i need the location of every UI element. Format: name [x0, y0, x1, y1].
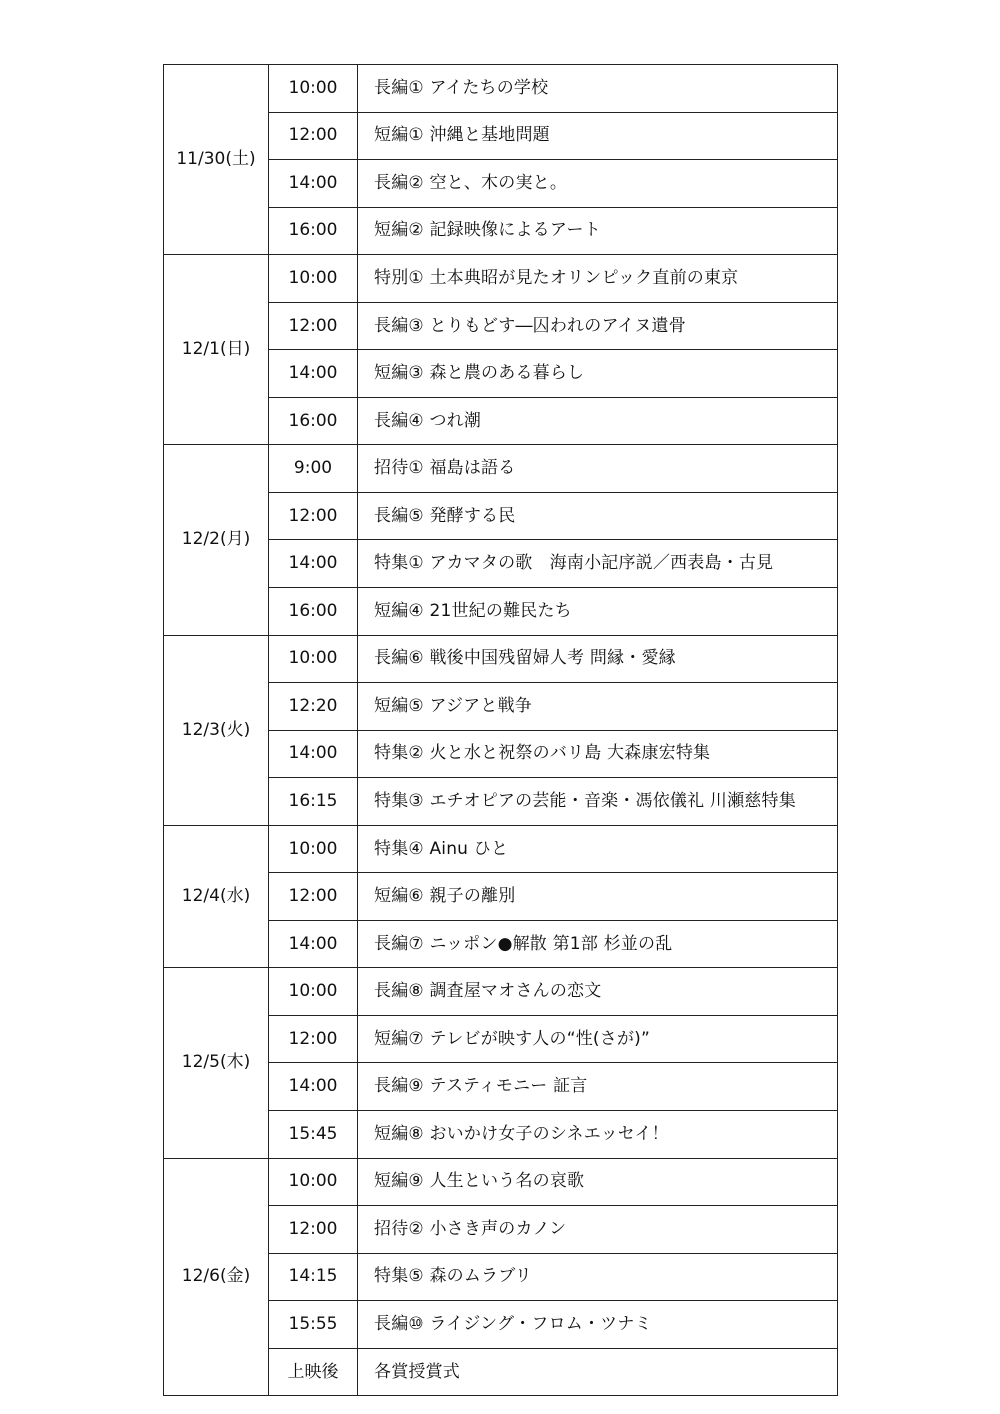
screening-time-cell: 12:20 [269, 683, 358, 731]
program-title-cell: 短編③ 森と農のある暮らし [358, 350, 838, 398]
screening-time-cell: 10:00 [269, 255, 358, 303]
screening-time-cell: 10:00 [269, 65, 358, 113]
screening-schedule-table [163, 64, 838, 1396]
program-title-cell: 長編② 空と、木の実と。 [358, 160, 838, 208]
program-title-cell: 長編⑧ 調査屋マオさんの恋文 [358, 968, 838, 1016]
program-title-cell: 長編③ とりもどす―囚われのアイヌ遺骨 [358, 302, 838, 350]
schedule-row [164, 445, 838, 493]
screening-time-cell: 12:00 [269, 492, 358, 540]
program-title-cell: 長編⑦ ニッポン●解散 第1部 杉並の乱 [358, 920, 838, 968]
program-title-cell: 長編⑤ 発酵する民 [358, 492, 838, 540]
day-date-cell: 12/3(火) [164, 635, 269, 825]
program-title-cell: 短編⑨ 人生という名の哀歌 [358, 1158, 838, 1206]
screening-time-cell: 16:00 [269, 397, 358, 445]
program-title-cell: 長編⑨ テスティモニー 証言 [358, 1063, 838, 1111]
program-title-cell: 長編① アイたちの学校 [358, 65, 838, 113]
screening-time-cell: 上映後 [269, 1348, 358, 1396]
schedule-row [164, 825, 838, 873]
screening-time-cell: 15:55 [269, 1301, 358, 1349]
program-title-cell: 長編④ つれ潮 [358, 397, 838, 445]
screening-time-cell: 16:00 [269, 588, 358, 636]
screening-time-cell: 12:00 [269, 112, 358, 160]
screening-time-cell: 12:00 [269, 1206, 358, 1254]
screening-time-cell: 14:00 [269, 730, 358, 778]
program-title-cell: 短編⑧ おいかけ女子のシネエッセイ！ [358, 1111, 838, 1159]
screening-time-cell: 14:15 [269, 1253, 358, 1301]
program-title-cell: 特集④ Ainu ひと [358, 825, 838, 873]
day-date-cell: 12/5(木) [164, 968, 269, 1158]
screening-time-cell: 9:00 [269, 445, 358, 493]
screening-time-cell: 12:00 [269, 1015, 358, 1063]
program-title-cell: 特集⑤ 森のムラブリ [358, 1253, 838, 1301]
screening-time-cell: 16:00 [269, 207, 358, 255]
schedule-row [164, 65, 838, 113]
program-title-cell: 短編⑤ アジアと戦争 [358, 683, 838, 731]
screening-time-cell: 14:00 [269, 920, 358, 968]
schedule-body [164, 65, 838, 1396]
screening-time-cell: 14:00 [269, 540, 358, 588]
program-title-cell: 短編④ 21世紀の難民たち [358, 588, 838, 636]
day-date-cell: 12/6(金) [164, 1158, 269, 1396]
screening-time-cell: 12:00 [269, 302, 358, 350]
program-title-cell: 長編⑩ ライジング・フロム・ツナミ [358, 1301, 838, 1349]
screening-time-cell: 16:15 [269, 778, 358, 826]
screening-time-cell: 14:00 [269, 1063, 358, 1111]
program-title-cell: 各賞授賞式 [358, 1348, 838, 1396]
program-title-cell: 短編① 沖縄と基地問題 [358, 112, 838, 160]
day-date-cell: 11/30(土) [164, 65, 269, 255]
day-date-cell: 12/2(月) [164, 445, 269, 635]
program-title-cell: 特集② 火と水と祝祭のバリ島 大森康宏特集 [358, 730, 838, 778]
schedule-row [164, 1158, 838, 1206]
screening-time-cell: 10:00 [269, 1158, 358, 1206]
program-title-cell: 招待② 小さき声のカノン [358, 1206, 838, 1254]
day-date-cell: 12/4(水) [164, 825, 269, 968]
screening-time-cell: 10:00 [269, 825, 358, 873]
program-title-cell: 短編⑦ テレビが映す人の“性(さが)” [358, 1015, 838, 1063]
program-title-cell: 短編② 記録映像によるアート [358, 207, 838, 255]
screening-time-cell: 10:00 [269, 635, 358, 683]
program-title-cell: 招待① 福島は語る [358, 445, 838, 493]
screening-time-cell: 10:00 [269, 968, 358, 1016]
program-title-cell: 特集③ エチオピアの芸能・音楽・馮依儀礼 川瀬慈特集 [358, 778, 838, 826]
screening-time-cell: 14:00 [269, 350, 358, 398]
schedule-row [164, 635, 838, 683]
program-title-cell: 特別① 土本典昭が見たオリンピック直前の東京 [358, 255, 838, 303]
program-title-cell: 特集① アカマタの歌 海南小記序説／西表島・古見 [358, 540, 838, 588]
schedule-row [164, 968, 838, 1016]
screening-time-cell: 14:00 [269, 160, 358, 208]
program-title-cell: 長編⑥ 戦後中国残留婦人考 問縁・愛縁 [358, 635, 838, 683]
schedule-row [164, 255, 838, 303]
day-date-cell: 12/1(日) [164, 255, 269, 445]
screening-time-cell: 12:00 [269, 873, 358, 921]
program-title-cell: 短編⑥ 親子の離別 [358, 873, 838, 921]
screening-time-cell: 15:45 [269, 1111, 358, 1159]
